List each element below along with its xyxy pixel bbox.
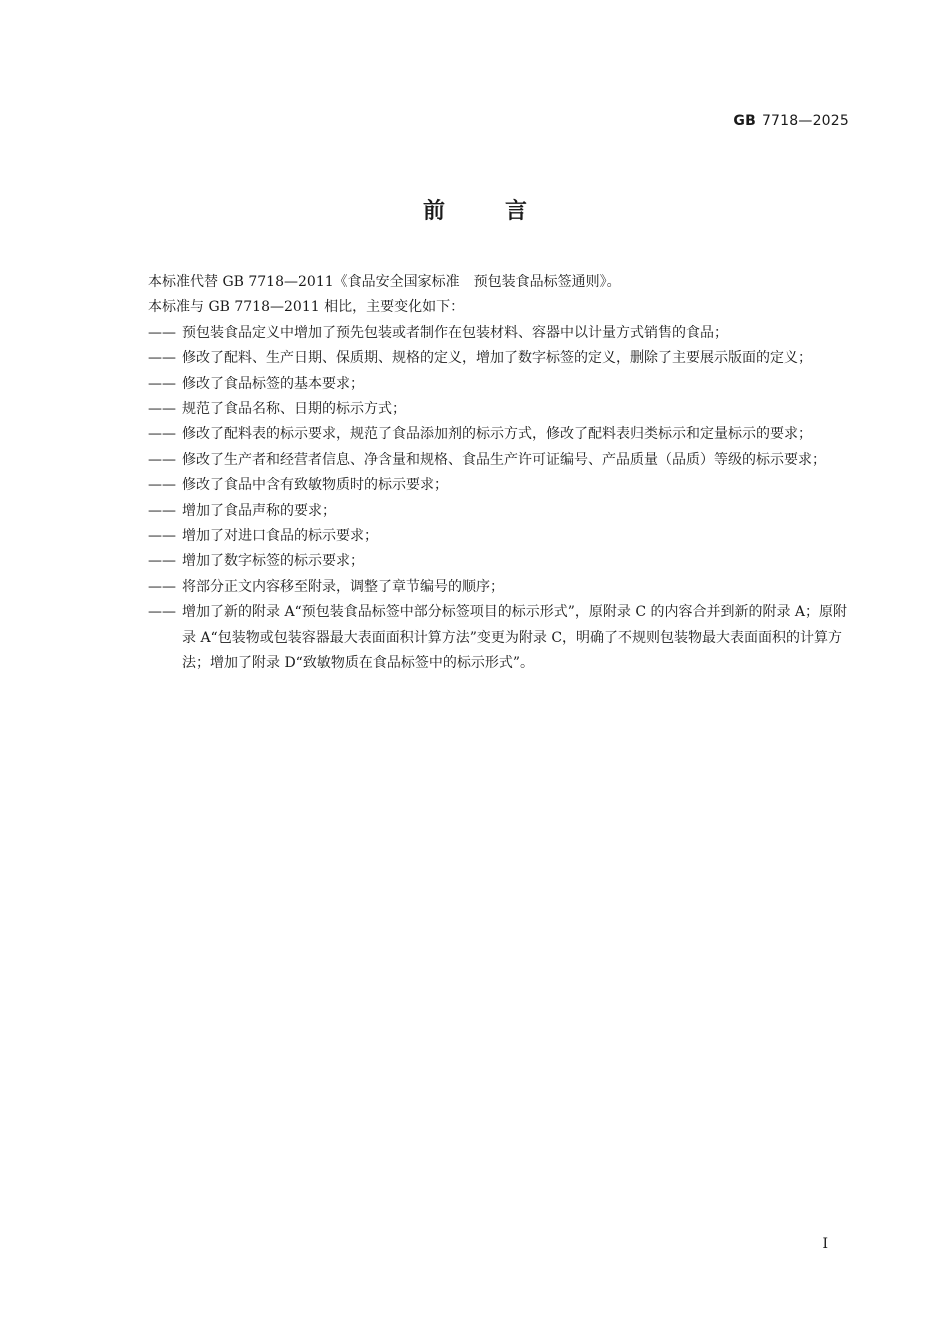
dash-marker: —— xyxy=(148,375,176,392)
change-item-text: 增加了新的附录 A“预包装食品标签中部分标签项目的标示形式”，原附录 C 的内容合并到新的附录 A；原附录 A“包装物或包装容器最大表面面积计算方法”变更为附录 C，明确了不规则包装物最大表面面积的计算方法；增加了附录 D“致敏物质在食品标签中的标示形式”。 xyxy=(182,604,848,672)
change-item xyxy=(148,499,850,524)
title-char-2: 言 xyxy=(505,199,528,224)
dash-marker: —— xyxy=(148,553,176,570)
page-title xyxy=(0,194,950,225)
title-char-1: 前 xyxy=(422,199,445,224)
intro-paragraph-2: 本标准与 GB 7718—2011 相比，主要变化如下： xyxy=(148,299,465,316)
change-item xyxy=(148,448,850,473)
dash-marker: —— xyxy=(148,604,176,621)
dash-marker: —— xyxy=(148,451,176,468)
change-item-text: 增加了食品声称的要求； xyxy=(182,502,336,519)
standard-code xyxy=(733,113,849,129)
change-item xyxy=(148,372,850,397)
standard-prefix: GB xyxy=(733,113,756,129)
dash-marker: —— xyxy=(148,477,176,494)
change-item-text: 预包装食品定义中增加了预先包装或者制作在包装材料、容器中以计量方式销售的食品； xyxy=(182,324,728,341)
change-item xyxy=(148,524,850,549)
change-item xyxy=(148,549,850,574)
change-item-text: 增加了对进口食品的标示要求； xyxy=(182,528,378,545)
change-item xyxy=(148,321,850,346)
change-item xyxy=(148,397,850,422)
standard-number: 7718—2025 xyxy=(761,113,849,129)
dash-marker: —— xyxy=(148,324,176,341)
change-item-text: 修改了配料、生产日期、保质期、规格的定义，增加了数字标签的定义，删除了主要展示版面的定义； xyxy=(182,350,812,367)
foreword-body xyxy=(148,270,850,677)
change-item-text: 修改了食品标签的基本要求； xyxy=(182,375,364,392)
dash-marker: —— xyxy=(148,528,176,545)
change-item xyxy=(148,346,850,371)
change-item xyxy=(148,600,850,676)
dash-marker: —— xyxy=(148,426,176,443)
change-item-text: 规范了食品名称、日期的标示方式； xyxy=(182,401,406,418)
change-item-text: 修改了食品中含有致敏物质时的标示要求； xyxy=(182,477,448,494)
dash-marker: —— xyxy=(148,401,176,418)
change-item xyxy=(148,473,850,498)
intro-paragraph-1: 本标准代替 GB 7718—2011《食品安全国家标准 预包装食品标签通则》。 xyxy=(148,274,621,290)
change-item-text: 修改了生产者和经营者信息、净含量和规格、食品生产许可证编号、产品质量（品质）等级的标示要求； xyxy=(182,451,826,468)
change-item xyxy=(148,422,850,447)
change-item-text: 修改了配料表的标示要求，规范了食品添加剂的标示方式，修改了配料表归类标示和定量标示的要求； xyxy=(182,426,812,443)
change-item-text: 将部分正文内容移至附录，调整了章节编号的顺序； xyxy=(182,578,504,595)
dash-marker: —— xyxy=(148,578,176,595)
change-item-text: 增加了数字标签的标示要求； xyxy=(182,553,364,570)
change-item xyxy=(148,575,850,600)
dash-marker: —— xyxy=(148,502,176,519)
dash-marker: —— xyxy=(148,350,176,367)
page-number: I xyxy=(822,1236,828,1252)
